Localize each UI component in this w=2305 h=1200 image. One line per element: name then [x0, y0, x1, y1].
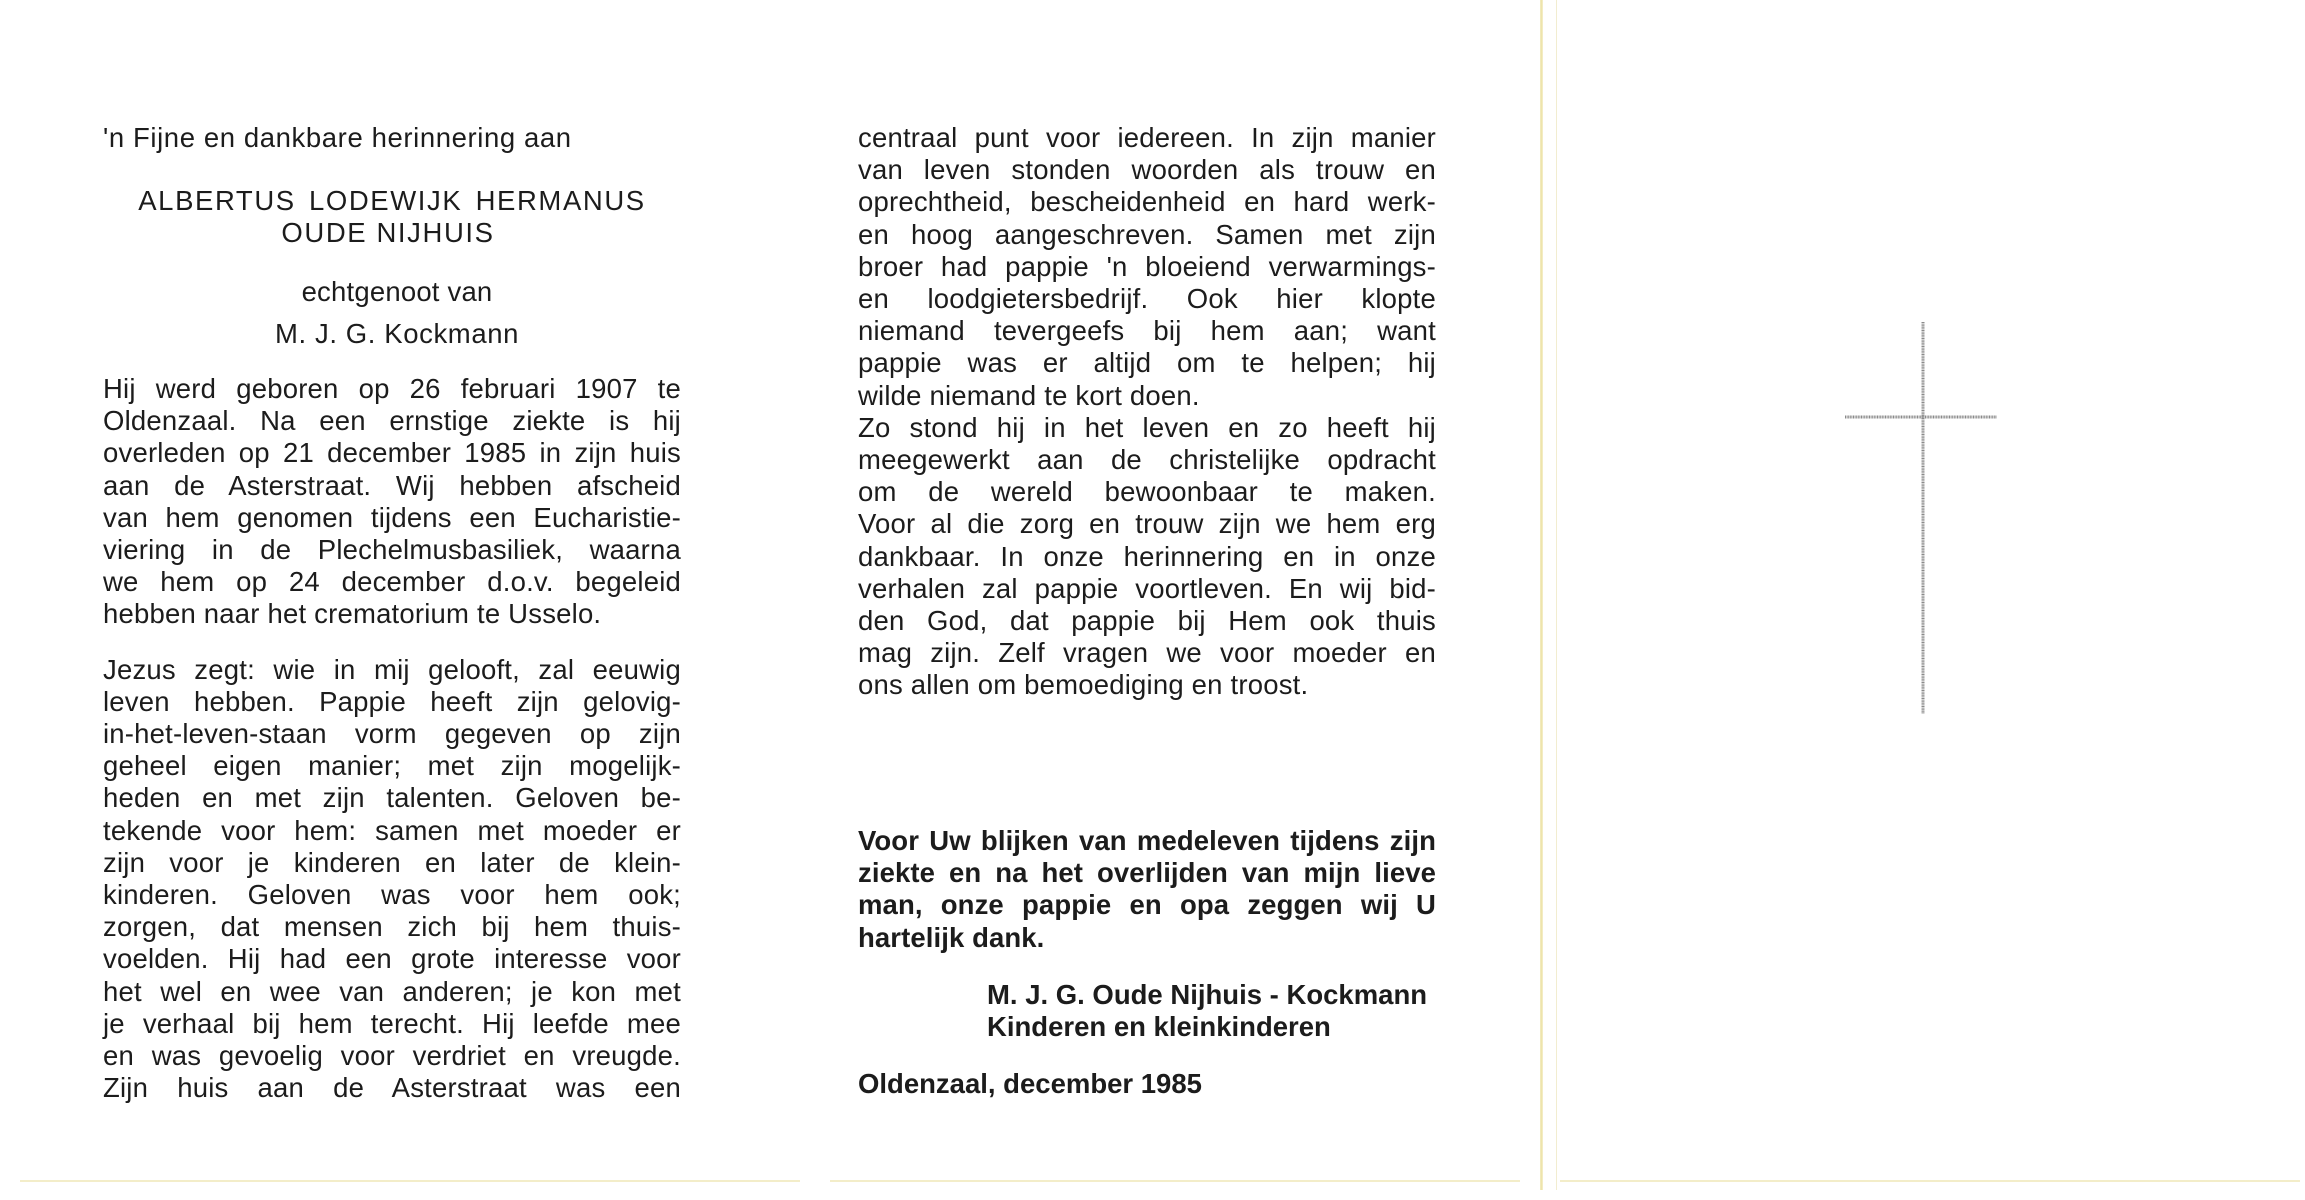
signature-block — [987, 979, 1457, 1043]
text-line: oprechtheid, bescheidenheid en hard werk- — [858, 186, 1436, 218]
left-page — [103, 122, 681, 1104]
text-line: viering in de Plechelmusbasiliek, waarna — [103, 534, 681, 566]
text-line: van hem genomen tijdens een Eucharistie- — [103, 501, 681, 533]
intro-line: 'n Fijne en dankbare herinnering aan — [103, 122, 572, 153]
spouse-name: M. J. G. Kockmann — [274, 317, 520, 349]
text-line: van leven stonden woorden als trouw en — [858, 154, 1436, 186]
text-line: pappie was er altijd om te helpen; hij — [858, 347, 1436, 379]
spouse-label: echtgenoot van — [301, 275, 493, 307]
text-line: heden en met zijn talenten. Geloven be- — [103, 782, 681, 814]
text-line: Hij werd geboren op 26 februari 1907 te — [103, 373, 681, 405]
place-date: Oldenzaal, december 1985 — [858, 1068, 1202, 1099]
text-line: Voor Uw blijken van medeleven tijdens zijn — [858, 825, 1436, 856]
text-line: dankbaar. In onze herinnering en in onze — [858, 540, 1436, 572]
text-line: wilde niemand te kort doen. — [858, 379, 1200, 411]
cross-icon — [1840, 322, 2000, 714]
text-line: meegewerkt aan de christelijke opdracht — [858, 444, 1436, 476]
card-fold-line — [1540, 0, 1543, 1190]
text-line: Jezus zegt: wie in mij gelooft, zal eeuwig — [103, 653, 681, 685]
text-line: aan de Asterstraat. Wij hebben afscheid — [103, 469, 681, 501]
character-paragraph — [858, 122, 1436, 412]
text-line: niemand tevergeefs bij hem aan; want — [858, 315, 1436, 347]
text-line: we hem op 24 december d.o.v. begeleid — [103, 566, 681, 598]
text-line: Oldenzaal. Na een ernstige ziekte is hij — [103, 405, 681, 437]
bottom-edge-right — [1560, 1180, 2300, 1182]
signature-line: Kinderen en kleinkinderen — [987, 1011, 1331, 1043]
text-line: tekende voor hem: samen met moeder er — [103, 814, 681, 846]
text-line: man, onze pappie en opa zeggen wij U — [858, 889, 1436, 921]
legacy-paragraph — [858, 412, 1436, 702]
text-line: ziekte en na het overlijden van mijn lieve — [858, 857, 1436, 889]
text-line: broer had pappie 'n bloeiend verwarmings- — [858, 250, 1436, 282]
text-line: geheel eigen manier; met zijn mogelijk- — [103, 750, 681, 782]
deceased-name-line1: ALBERTUS LODEWIJK HERMANUS — [138, 185, 646, 217]
text-line: verhalen zal pappie voortleven. En wij bid- — [858, 572, 1436, 604]
text-line: het wel en wee van anderen; je kon met — [103, 975, 681, 1007]
text-line: om de wereld bewoonbaar te maken. — [858, 476, 1436, 508]
text-line: en was gevoelig voor verdriet en vreugde. — [103, 1040, 681, 1072]
text-line: Zo stond hij in het leven en zo heeft hij — [858, 411, 1436, 443]
text-line: ons allen om bemoediging en troost. — [858, 669, 1309, 701]
signature-line: M. J. G. Oude Nijhuis - Kockmann — [987, 979, 1428, 1010]
text-line: je verhaal bij hem terecht. Hij leefde mee — [103, 1007, 681, 1039]
biography-paragraph — [103, 373, 681, 631]
text-line: voelden. Hij had een grote interesse voor — [103, 943, 681, 975]
text-line: Zijn huis aan de Asterstraat was een — [103, 1072, 681, 1104]
text-line: zijn voor je kinderen en later de klein- — [103, 846, 681, 878]
faith-paragraph — [103, 654, 681, 1105]
text-line: hartelijk dank. — [858, 921, 1045, 953]
bottom-edge-left — [20, 1180, 800, 1182]
text-line: centraal punt voor iedereen. In zijn manier — [858, 122, 1436, 153]
text-line: overleden op 21 december 1985 in zijn huis — [103, 437, 681, 469]
deceased-name-line2: OUDE NIJHUIS — [281, 217, 495, 249]
text-line: en hoog aangeschreven. Samen met zijn — [858, 218, 1436, 250]
text-line: leven hebben. Pappie heeft zijn gelovig- — [103, 685, 681, 717]
text-line: in-het-leven-staan vorm gegeven op zijn — [103, 718, 681, 750]
middle-page — [858, 122, 1436, 702]
bottom-edge-middle — [830, 1180, 1520, 1182]
text-line: zorgen, dat mensen zich bij hem thuis- — [103, 911, 681, 943]
text-line: den God, dat pappie bij Hem ook thuis — [858, 605, 1436, 637]
thanks-paragraph — [858, 825, 1436, 954]
card-fold-line-right — [1556, 0, 1557, 1190]
text-line: mag zijn. Zelf vragen we voor moeder en — [858, 637, 1436, 669]
text-line: kinderen. Geloven was voor hem ook; — [103, 879, 681, 911]
text-line: en loodgietersbedrijf. Ook hier klopte — [858, 283, 1436, 315]
text-line: Voor al die zorg en trouw zijn we hem erg — [858, 508, 1436, 540]
text-line: hebben naar het crematorium te Usselo. — [103, 598, 602, 630]
